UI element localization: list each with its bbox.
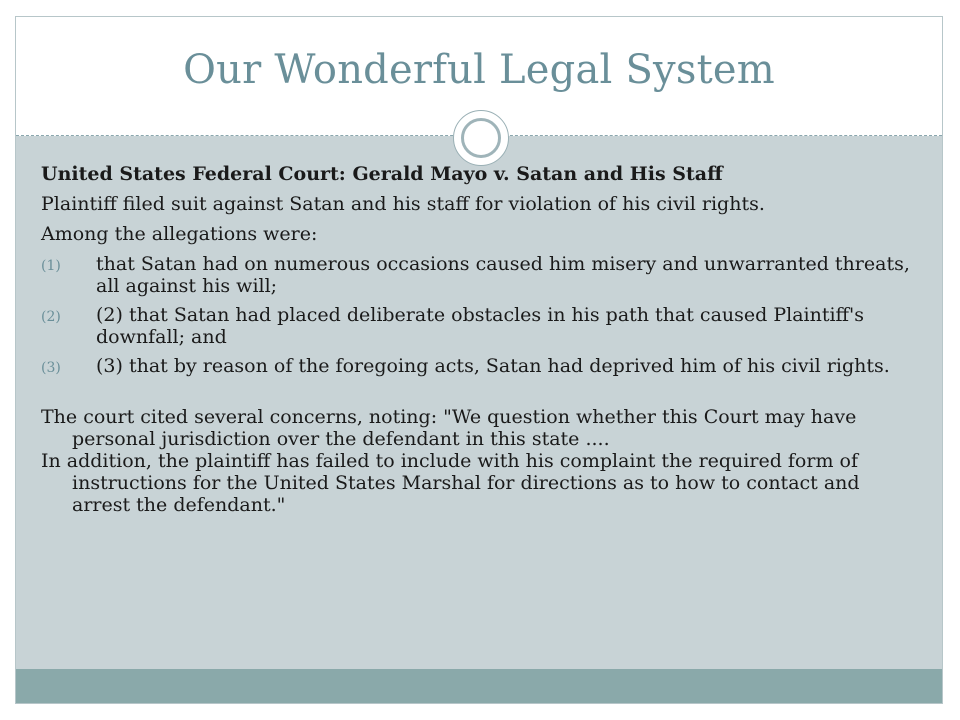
slide-content (41, 163, 921, 516)
list-item (41, 304, 921, 348)
spacer (41, 384, 921, 406)
list-item-text: (2) that Satan had placed deliberate obstacles in his path that caused Plaintiff's downfall; and (96, 304, 865, 348)
decorative-ring-icon (453, 110, 509, 166)
list-number: (3) (41, 360, 61, 376)
court-note-2: In addition, the plaintiff has failed to include with his complaint the required form of instructions for the United States Marshal for directions as to how to contact and arrest the defendant." (41, 450, 860, 516)
allegations-intro: Among the allegations were: (41, 223, 318, 245)
list-item-text: that Satan had on numerous occasions caused him misery and unwarranted threats, all against his will; (96, 253, 910, 297)
list-item (41, 253, 921, 297)
list-item (41, 355, 921, 377)
list-item-text: (3) that by reason of the foregoing acts, Satan had deprived him of his civil rights. (96, 355, 890, 377)
list-number: (2) (41, 309, 61, 325)
footer-bar (16, 669, 942, 703)
allegations-list (41, 253, 921, 377)
list-number: (1) (41, 258, 61, 274)
slide (15, 16, 943, 704)
case-heading: United States Federal Court: Gerald Mayo v. Satan and His Staff (41, 163, 723, 185)
slide-title: Our Wonderful Legal System (183, 47, 775, 93)
intro-text: Plaintiff filed suit against Satan and his staff for violation of his civil rights. (41, 193, 765, 215)
court-note-1: The court cited several concerns, noting: "We question whether this Court may have personal jurisdiction over the defendant in this state .... (41, 406, 857, 450)
decorative-ring-inner (461, 118, 501, 158)
